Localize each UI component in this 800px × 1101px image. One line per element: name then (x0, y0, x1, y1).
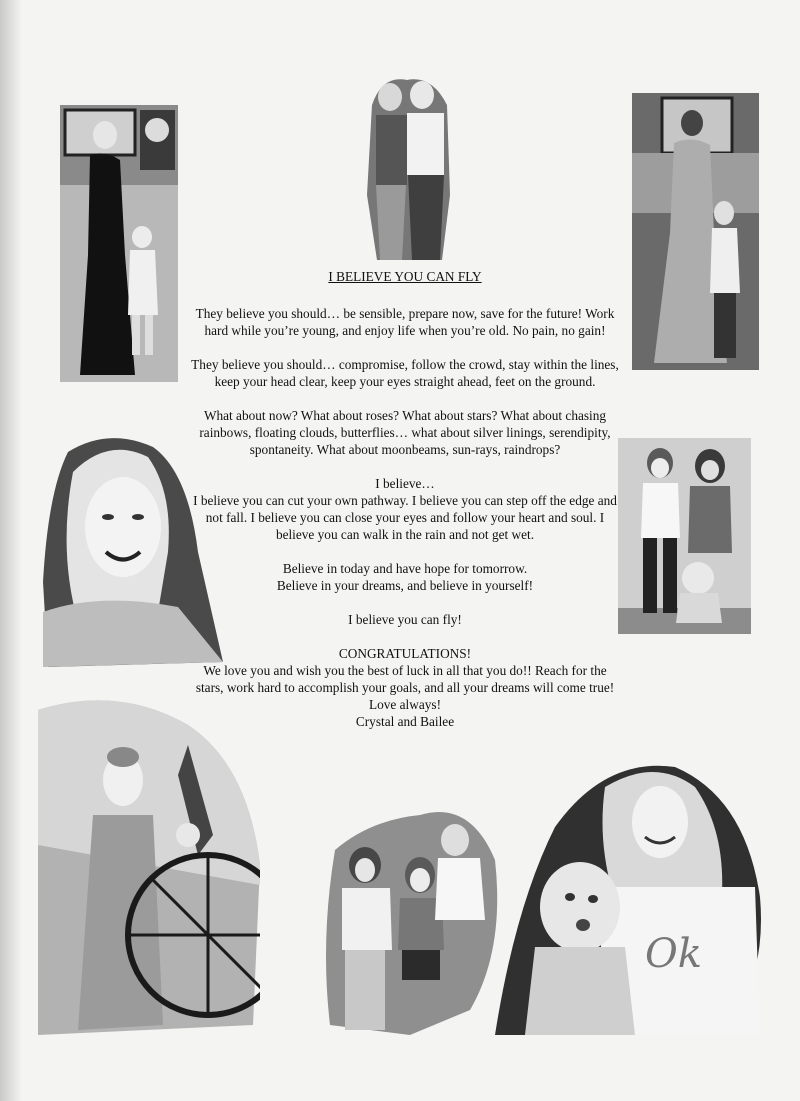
photo-three-girls (320, 800, 502, 1035)
page-binding-shadow (0, 0, 22, 1101)
signoff: Love always! (369, 697, 441, 712)
poem-title: I BELIEVE YOU CAN FLY (328, 269, 482, 284)
paragraph-2: They believe you should… compromise, follow the crowd, stay within the lines, keep your head clear, keep your eyes straight ahead, feet on the ground. (191, 357, 619, 389)
poem-text-block (190, 268, 620, 730)
paragraph-5-line-2: Believe in your dreams, and believe in yourself! (276, 578, 534, 593)
photo-three-children (618, 438, 751, 634)
svg-text:Ok: Ok (645, 931, 703, 977)
paragraph-4: I believe you can cut your own pathway. I believe you can step off the edge and not fall. I believe you can close your eyes and follow your heart and soul. I believe you can walk in the rain and not get wet. (193, 493, 617, 542)
signature: Crystal and Bailee (355, 714, 455, 729)
congratulations-message: We love you and wish you the best of luck in all that you do!! Reach for the stars, work hard to accomplish your goals, and all your dreams will come true! (195, 663, 615, 695)
paragraph-5-line-1: Believe in today and have hope for tomorrow. (282, 561, 528, 576)
photo-gown-with-child (632, 93, 759, 370)
photo-woman-with-wheel (38, 685, 260, 1035)
paragraph-3: What about now? What about roses? What about stars? What about chasing rainbows, floating clouds, butterflies… what about silver linings, serendipity, spontaneity. What about moonbeams, sun-rays, raindrops? (199, 408, 611, 457)
photo-woman-holding-baby (495, 757, 767, 1035)
paragraph-4-intro: I believe… (375, 476, 435, 491)
paragraph-1: They believe you should… be sensible, prepare now, save for the future! Work hard while you’re young, and enjoy life when you’re old. No pain, no gain! (195, 306, 615, 338)
photo-two-girls-hugging (362, 75, 454, 260)
congratulations-heading: CONGRATULATIONS! (338, 646, 472, 661)
photo-gown-with-toddler (60, 105, 178, 382)
paragraph-6: I believe you can fly! (348, 612, 462, 627)
